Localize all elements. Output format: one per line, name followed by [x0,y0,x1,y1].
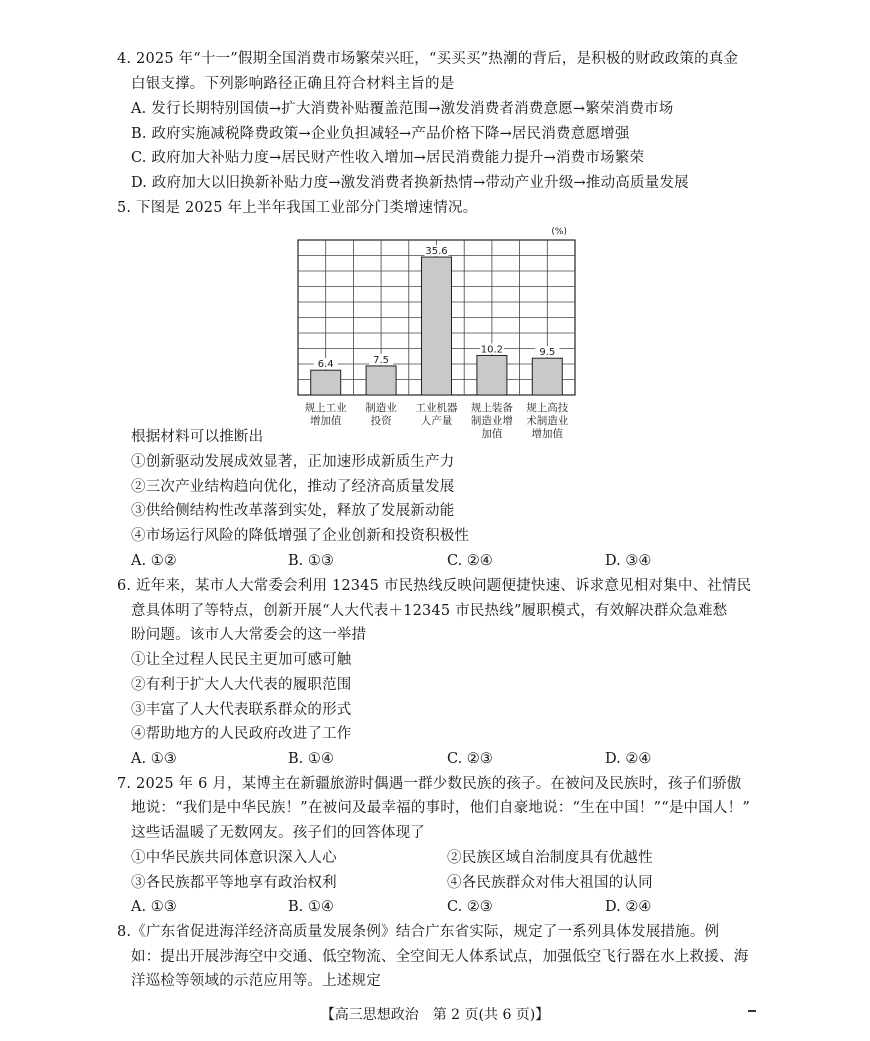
q5-lead: 根据材料可以推断出 [131,429,264,445]
q6-option-c: C. ②③ [447,751,493,767]
q4-stem-line2: 白银支撑。下列影响路径正确且符合材料主旨的是 [131,76,455,92]
q5-option-a: A. ①② [131,553,177,569]
category-label-4: 规上装备 [470,402,513,414]
q7-option-a: A. ①③ [131,899,177,915]
q6-statement-2: ②有利于扩大人大代表的履职范围 [131,677,352,693]
bar-4 [477,355,507,395]
bar-1 [311,370,341,395]
category-label-4: 制造业增 [470,415,513,427]
q8-stem-line1: 8.《广东省促进海洋经济高质量发展条例》结合广东省实际，规定了一系列具体发展措施。例 [117,924,720,940]
q7-option-b: B. ①④ [288,899,334,915]
q7-statement-4: ④各民族群众对伟大祖国的认同 [447,875,653,891]
q6-option-a: A. ①③ [131,751,177,767]
q8-stem-line2: 如：提出开展涉海空中交通、低空物流、全空间无人体系试点，加强低空飞行器在水上救援、海 [131,949,749,965]
q7-statement-1: ①中华民族共同体意识深入人心 [131,850,337,866]
category-label-5: 术制造业 [526,415,569,427]
q5-statement-3: ③供给侧结构性改革落到实处，释放了发展新动能 [131,503,455,519]
q5-statement-4: ④市场运行风险的降低增强了企业创新和投资积极性 [131,528,470,544]
chart-unit-label: (%) [551,227,567,237]
scan-mark [748,1010,756,1012]
q4-option-b: B. 政府实施减税降费政策→企业负担减轻→产品价格下降→居民消费意愿增强 [131,126,630,142]
q5-statement-2: ②三次产业结构趋向优化，推动了经济高质量发展 [131,479,455,495]
q4-option-d: D. 政府加大以旧换新补贴力度→激发消费者换新热情→带动产业升级→推动高质量发展 [131,175,689,191]
q7-option-d: D. ②④ [605,899,652,915]
data-label-4: 10.2 [480,344,504,356]
q5-stem: 5. 下图是 2025 年上半年我国工业部分门类增速情况。 [117,200,478,216]
category-label-3: 人产量 [420,415,453,427]
q7-stem-line3: 这些话温暖了无数网友。孩子们的回答体现了 [131,825,425,841]
q4-stem-line1: 4. 2025 年“十一”假期全国消费市场繁荣兴旺，“买买买”热潮的背后，是积极的财政政策的真金 [117,51,739,67]
q6-stem-line2: 意具体明了等特点，创新开展“人大代表＋12345 市民热线”履职模式，有效解决群众急难愁 [131,603,728,619]
bar-3 [422,257,452,395]
q5-option-b: B. ①③ [288,553,334,569]
bar-5 [532,358,562,395]
q7-statement-3: ③各民族都平等地享有政治权利 [131,875,337,891]
q6-stem-line3: 盼问题。该市人大常委会的这一举措 [131,627,367,643]
q7-statement-2: ②民族区域自治制度具有优越性 [447,850,653,866]
category-label-2: 投资 [370,415,392,427]
page-footer: 【高三思想政治 第 2 页(共 6 页)】 [320,1007,550,1023]
bar-2 [366,366,396,395]
category-label-5: 增加值 [531,428,564,440]
category-label-1: 规上工业 [304,402,347,414]
data-label-5: 9.5 [539,347,556,359]
industry-growth-bar-chart [290,222,590,440]
category-label-5: 规上高技 [526,402,569,414]
category-label-3: 工业机器 [415,402,458,414]
q6-option-b: B. ①④ [288,751,334,767]
q6-statement-4: ④帮助地方的人民政府改进了工作 [131,726,352,742]
q7-stem-line1: 7. 2025 年 6 月，某博主在新疆旅游时偶遇一群少数民族的孩子。在被问及民族时，孩子们骄傲 [117,776,742,792]
q6-statement-3: ③丰富了人大代表联系群众的形式 [131,702,352,718]
q4-option-a: A. 发行长期特别国债→扩大消费补贴覆盖范围→激发消费者消费意愿→繁荣消费市场 [131,101,674,117]
category-label-1: 增加值 [309,415,342,427]
q8-stem-line3: 洋巡检等领域的示范应用等。上述规定 [131,973,381,989]
data-label-2: 7.5 [373,354,390,366]
category-label-4: 加值 [481,428,503,440]
q6-stem-line1: 6. 近年来，某市人大常委会利用 12345 市民热线反映问题便捷快速、诉求意见相对集中、社情民 [117,578,752,594]
q6-option-d: D. ②④ [605,751,652,767]
q7-stem-line2: 地说：“我们是中华民族！”在被问及最幸福的事时，他们自豪地说：“生在中国！”“是中国人！” [131,800,750,816]
q4-option-c: C. 政府加大补贴力度→居民财产性收入增加→居民消费能力提升→消费市场繁荣 [131,150,645,166]
data-label-3: 35.6 [425,246,448,258]
q6-statement-1: ①让全过程人民民主更加可感可触 [131,652,352,668]
category-label-2: 制造业 [365,402,397,414]
q5-option-d: D. ③④ [605,553,652,569]
data-label-1: 6.4 [317,359,334,371]
q5-statement-1: ①创新驱动发展成效显著，正加速形成新质生产力 [131,454,455,470]
q7-option-c: C. ②③ [447,899,493,915]
q5-option-c: C. ②④ [447,553,493,569]
